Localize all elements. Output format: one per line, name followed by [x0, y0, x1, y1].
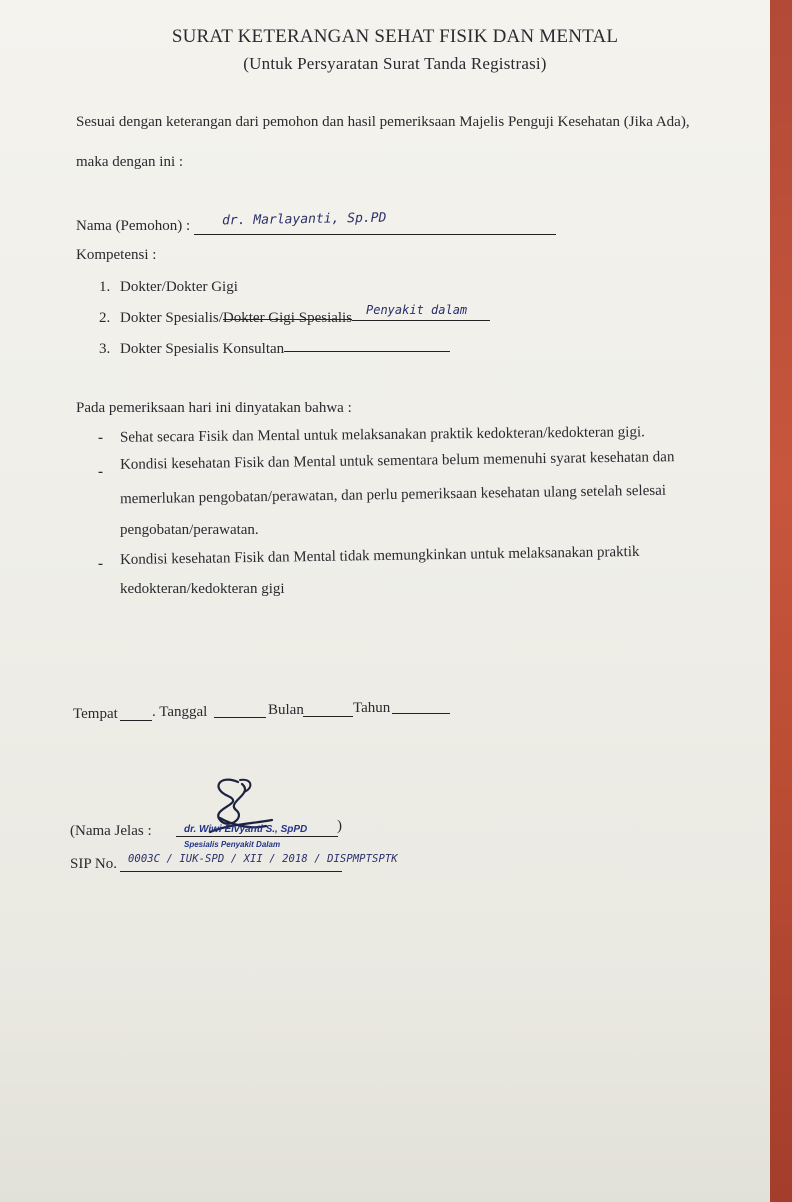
year-label: Tahun — [353, 700, 391, 716]
signature-close: ) — [337, 818, 342, 834]
name-label: Nama (Pemohon) : — [76, 218, 191, 234]
stamp-title: Spesialis Penyakit Dalam — [184, 840, 281, 849]
sip-value: 0003C / IUK-SPD / XII / 2018 / DISPMPTSPTK — [128, 853, 398, 865]
place-underline — [120, 720, 152, 721]
specialist-fill: Penyakit dalam — [366, 303, 468, 317]
bullet-3: - — [98, 556, 103, 572]
competence-item-2 — [99, 310, 352, 327]
specialist-underline — [352, 320, 490, 321]
finding-2-line-3: pengobatan/perawatan. — [120, 522, 259, 538]
findings-intro: Pada pemeriksaan hari ini dinyatakan bahwa : — [76, 400, 352, 416]
consultant-underline — [284, 351, 450, 352]
document-subtitle: (Untuk Persyaratan Surat Tanda Registrasi) — [243, 54, 547, 73]
finding-1: Sehat secara Fisik dan Mental untuk melaksanakan praktik kedokteran/kedokteran gigi. — [119, 424, 645, 446]
competence-text: Dokter Spesialis Konsultan — [120, 341, 285, 357]
background-edge — [770, 0, 792, 1202]
competence-number: 3. — [99, 341, 111, 357]
signature-label: (Nama Jelas : — [70, 823, 152, 839]
month-label: Bulan — [268, 702, 304, 718]
date-underline — [214, 717, 266, 718]
competence-number: 1. — [99, 279, 111, 295]
competence-label: Kompetensi : — [76, 247, 157, 263]
bullet-2: - — [98, 464, 103, 480]
stamp-name: dr. Wiwi Elvyanti S., SpPD — [184, 824, 308, 835]
document-title: SURAT KETERANGAN SEHAT FISIK DAN MENTAL — [171, 26, 619, 47]
struck-text: Dokter Gigi Spesialis — [222, 310, 353, 326]
finding-2-line-2: memerlukan pengobatan/perawatan, dan perlu pemeriksaan kesehatan ulang setelah selesai — [119, 482, 667, 508]
year-underline — [392, 713, 450, 714]
signature-underline — [176, 836, 338, 837]
month-underline — [303, 716, 353, 717]
finding-3-line-2: kedokteran/kedokteran gigi — [120, 581, 285, 597]
competence-item-3 — [99, 341, 284, 358]
competence-text: Dokter/Dokter Gigi — [120, 279, 238, 295]
finding-3-line-1: Kondisi kesehatan Fisik dan Mental tidak memungkinkan untuk melaksanakan praktik — [119, 543, 640, 569]
name-value: dr. Marlayanti, Sp.PD — [221, 210, 387, 229]
intro-line-2: maka dengan ini : — [76, 154, 184, 170]
sip-label: SIP No. — [70, 856, 117, 872]
place-label: Tempat — [73, 706, 118, 722]
bullet-1: - — [98, 430, 103, 446]
competence-text: Dokter Spesialis/ — [120, 310, 223, 326]
competence-item-1 — [99, 279, 238, 296]
date-label: . Tanggal — [152, 704, 208, 720]
finding-2-line-1: Kondisi kesehatan Fisik dan Mental untuk sementara belum memenuhi syarat kesehatan dan — [119, 449, 675, 473]
sip-underline — [120, 871, 342, 872]
name-underline — [194, 234, 556, 235]
intro-line-1: Sesuai dengan keterangan dari pemohon dan hasil pemeriksaan Majelis Penguji Kesehatan (Jika Ada), — [76, 114, 690, 130]
competence-number: 2. — [99, 310, 111, 326]
